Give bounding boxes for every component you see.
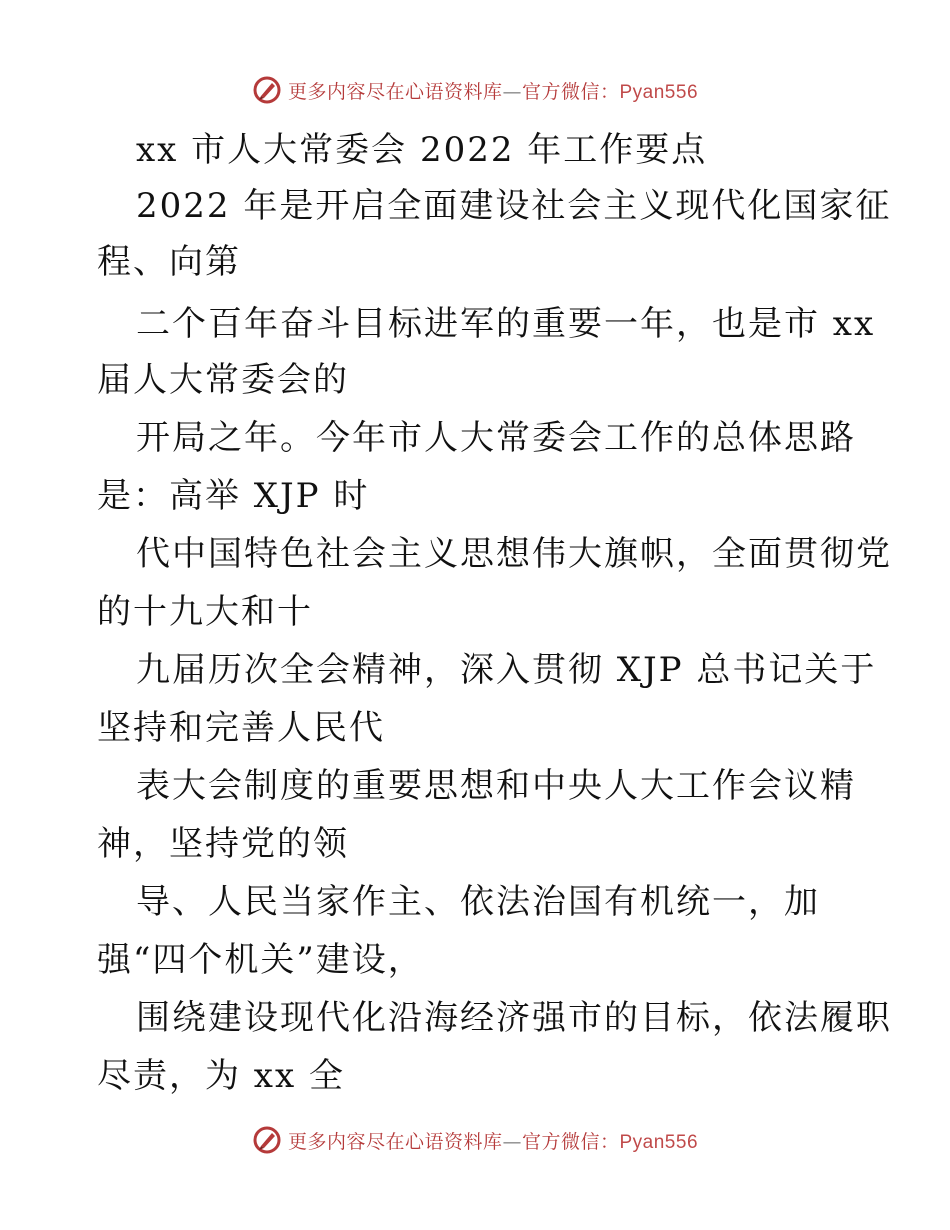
paragraph-line: 围绕建设现代化沿海经济强市的目标，依法履职 (136, 998, 892, 1038)
pen-circle-logo-icon (252, 1125, 282, 1155)
paragraph-line: 开局之年。今年市人大常委会工作的总体思路 (136, 418, 856, 458)
paragraph-line: 坚持和完善人民代 (97, 708, 385, 748)
paragraph-line: 代中国特色社会主义思想伟大旗帜，全面贯彻党 (136, 534, 892, 574)
paragraph-line: 导、人民当家作主、依法治国有机统一，加 (136, 882, 820, 922)
paragraph-line: 2022 年是开启全面建设社会主义现代化国家征 (136, 186, 892, 226)
document-title: xx 市人大常委会 2022 年工作要点 (136, 130, 708, 170)
paragraph-line: 表大会制度的重要思想和中央人大工作会议精 (136, 766, 856, 806)
banner-handle: Pyan556 (619, 1131, 699, 1153)
paragraph-line: 强“四个机关”建设， (97, 940, 424, 980)
footer-banner-content (252, 1125, 698, 1155)
paragraph-line: 二个百年奋斗目标进军的重要一年，也是市 xx (136, 304, 876, 344)
banner-handle: Pyan556 (619, 81, 699, 103)
banner-dash: — (502, 80, 522, 103)
footer-banner-text (288, 1127, 698, 1154)
paragraph-line: 程、向第 (97, 242, 241, 282)
banner-label: 官方微信： (521, 1130, 620, 1153)
paragraph-line: 届人大常委会的 (97, 360, 349, 400)
pen-circle-logo-icon (252, 75, 282, 105)
paragraph-line: 是：高举 XJP 时 (97, 476, 370, 516)
banner-label: 官方微信： (521, 80, 620, 103)
header-banner-content (252, 75, 698, 105)
header-banner-text (288, 77, 698, 104)
header-banner (0, 70, 950, 110)
footer-banner (0, 1120, 950, 1160)
banner-main-text: 更多内容尽在心语资料库 (287, 80, 503, 103)
banner-dash: — (502, 1130, 522, 1153)
paragraph-line: 尽责，为 xx 全 (97, 1056, 345, 1096)
paragraph-line: 神，坚持党的领 (97, 824, 349, 864)
paragraph-line: 九届历次全会精神，深入贯彻 XJP 总书记关于 (136, 650, 877, 690)
paragraph-line: 的十九大和十 (97, 592, 313, 632)
banner-main-text: 更多内容尽在心语资料库 (287, 1130, 503, 1153)
